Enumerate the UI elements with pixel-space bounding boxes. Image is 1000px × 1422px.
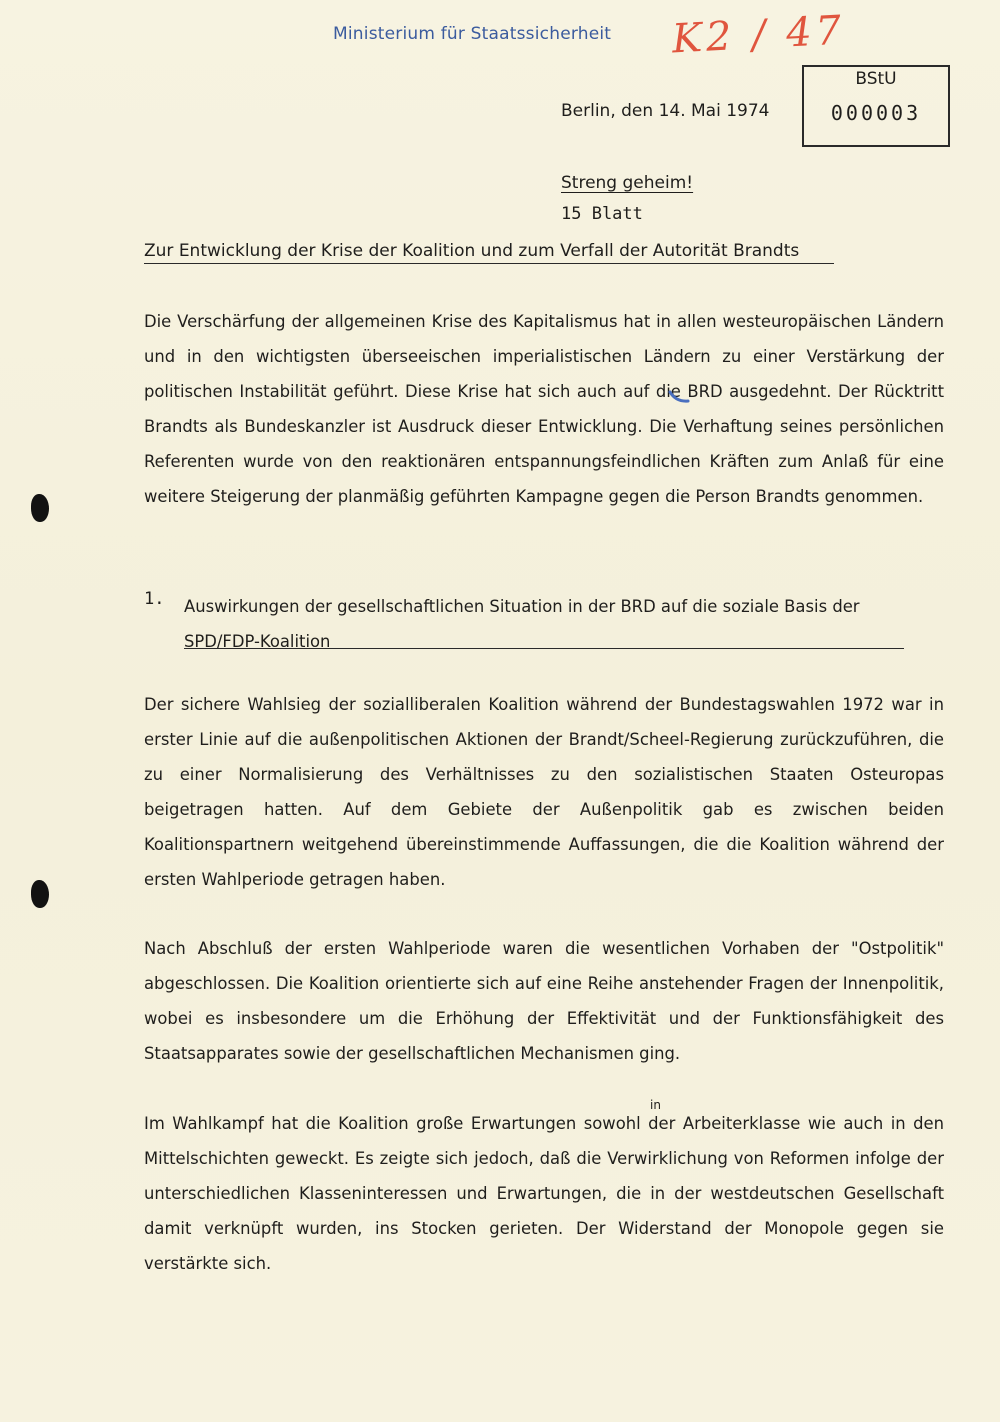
body-paragraph: Nach Abschluß der ersten Wahlperiode waren die wesentlichen Vorhaben der "Ostpolitik" abgeschlossen. Die Koalition orientierte sich auf eine Reihe anstehender Fragen der Innenpolitik, wobei es insbesondere um die Erhöhung der Effektivität und der Funktionsfähigkeit des Staatsapparates sowie der gesellschaftlichen Mechanismen ging. <box>144 939 944 1063</box>
handwritten-insertion: in <box>650 1098 661 1112</box>
handwritten-reference: K2 / 47 <box>670 7 847 63</box>
pen-mark-icon <box>668 390 690 404</box>
archive-stamp-label: BStU <box>855 69 897 89</box>
punch-hole-icon <box>31 494 49 522</box>
body-paragraph: Im Wahlkampf hat die Koalition große Erwartungen sowohl der Arbeiterklasse wie auch in den Mittelschichten geweckt. Es zeigte sich jedoch, daß die Verwirklichung von Reformen infolge der unterschiedlichen Klasseninteressen und Erwartungen, die in der westdeutschen Gesellschaft damit verknüpft wurden, ins Stocken gerieten. Der Widerstand der Monopole gegen sie verstärkte sich. <box>144 1114 944 1273</box>
date-line: Berlin, den 14. Mai 1974 <box>561 101 770 121</box>
intro-paragraph: Die Verschärfung der allgemeinen Krise des Kapitalismus hat in allen westeuropäischen Ländern und in den wichtigsten überseeischen imperialistischen Ländern zu einer Verstärkung der politischen Instabilität geführt. Diese Krise hat sich auch auf die BRD ausgedehnt. Der Rücktritt Brandts als Bundeskanzler ist Ausdruck dieser Entwicklung. Die Verhaftung seines persönlichen Referenten wurde von den reaktionären entspannungsfeindlichen Kräften zum Anlaß für eine weitere Steigerung der planmäßig geführten Kampagne gegen die Person Brandts genommen. <box>144 312 944 506</box>
classification-label: Streng geheim! <box>561 173 694 193</box>
section-underline <box>184 648 904 649</box>
punch-hole-icon <box>31 880 49 908</box>
sheet-count: 15 Blatt <box>561 204 643 224</box>
section-number: 1. <box>144 589 165 609</box>
section-heading: Auswirkungen der gesellschaftlichen Situation in der BRD auf die soziale Basis der SPD/FDP-Koalition <box>184 597 860 651</box>
archive-stamp-number: 000003 <box>830 101 922 125</box>
ministry-stamp: Ministerium für Staatssicherheit <box>333 24 612 44</box>
body-paragraph: Der sichere Wahlsieg der sozialliberalen Koalition während der Bundestagswahlen 1972 war in erster Linie auf die außenpolitischen Aktionen der Brandt/Scheel-Regierung zurückzuführen, die zu einer Normalisierung des Verhältnisses zu den sozialistischen Staaten Osteuropas beigetragen hatten. Auf dem Gebiete der Außenpolitik gab es zwischen beiden Koalitionspartnern weitgehend übereinstimmende Auffassungen, die die Koalition während der ersten Wahlperiode getragen haben. <box>144 695 944 889</box>
archive-stamp <box>802 65 950 147</box>
document-title: Zur Entwicklung der Krise der Koalition und zum Verfall der Autorität Brandts <box>144 241 834 264</box>
